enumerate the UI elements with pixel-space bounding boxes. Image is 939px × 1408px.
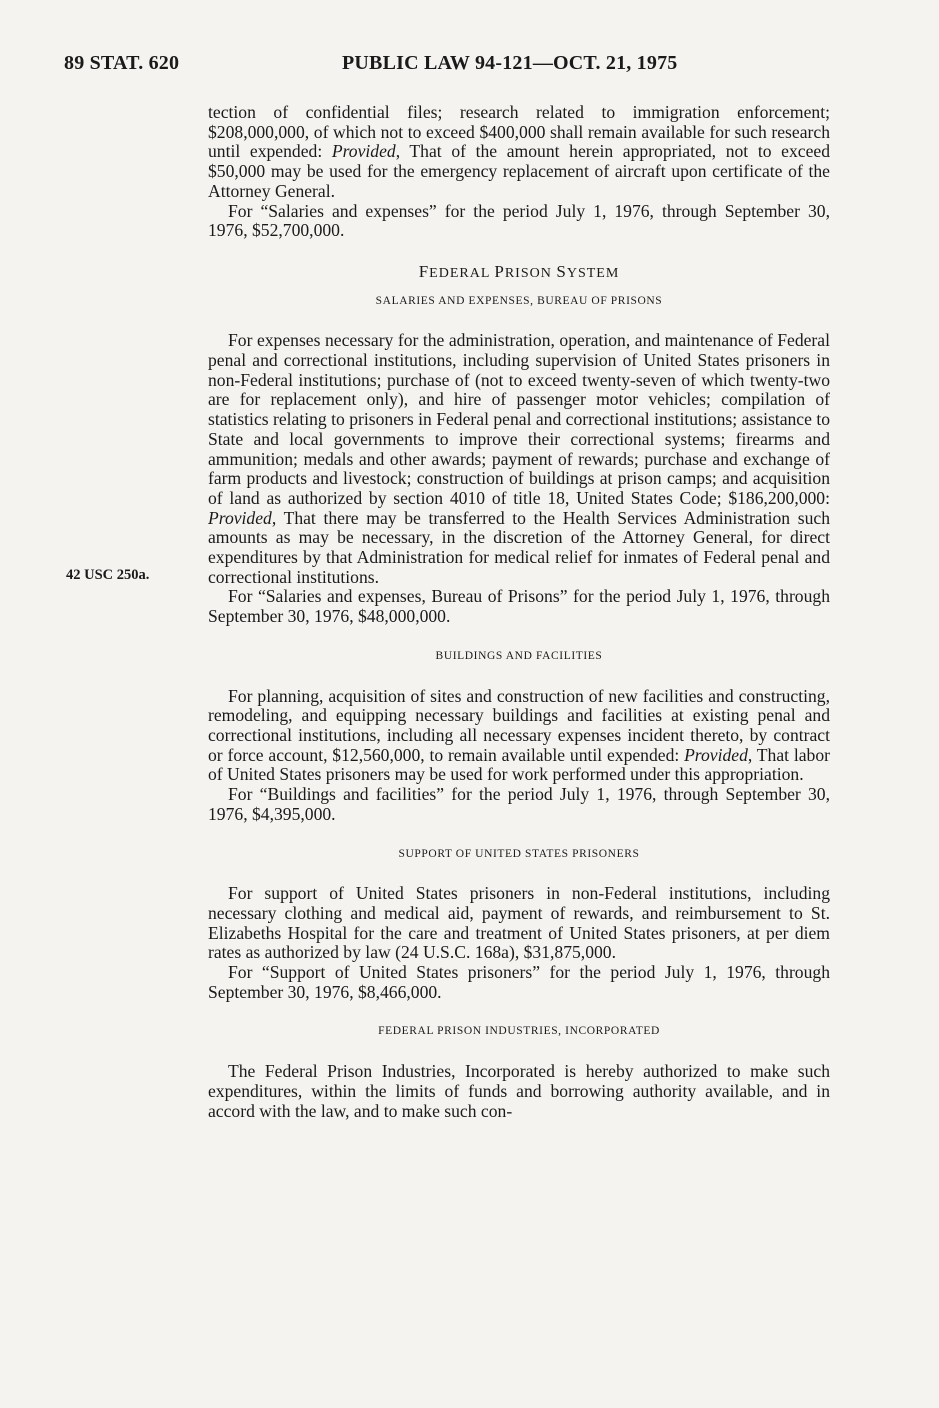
heading-smallcaps: RISON [504, 265, 557, 281]
text-run: , That labor of United States prisoners may be used for work performed under this appropriation. [208, 744, 830, 785]
heading-cap: P [494, 261, 505, 281]
paragraph: For “Buildings and facilities” for the period July 1, 1976, through September 30, 1976, $4,395,000. [208, 784, 830, 824]
text-run: tection of confidential files; research related to immigration enforcement; $208,000,000, of which not to exceed $400,000 shall remain available for such research until expended: [208, 102, 830, 162]
subheading-buildings: BUILDINGS AND FACILITIES [435, 649, 603, 662]
paragraph: The Federal Prison Industries, Incorporated is hereby authorized to make such expenditures, within the limits of funds and borrowing authority available, and in accord with the law, and to make such con- [208, 1061, 830, 1121]
provided-italic: Provided [684, 744, 748, 765]
heading-cap: S [556, 261, 567, 281]
subheading-industries: FEDERAL PRISON INDUSTRIES, INCORPORATED [378, 1025, 660, 1038]
paragraph: For “Salaries and expenses” for the period July 1, 1976, through September 30, 1976, $52,700,000. [208, 200, 830, 241]
text-run: , That of the amount herein appropriated, not to exceed $50,000 may be used for the emergency replacement of aircraft upon certificate of the Attorney General. [208, 141, 831, 201]
margin-citation: 42 USC 250a. [66, 567, 150, 583]
provided-italic: Provided [208, 507, 272, 528]
heading-smallcaps: YSTEM [566, 265, 620, 281]
subheading-salaries: SALARIES AND EXPENSES, BUREAU OF PRISONS [375, 294, 663, 307]
text-run: For expenses necessary for the administration, operation, and maintenance of Federal penal and correctional institutions, including supervision of United States prisoners in non-Federal institutions; purchase of (not to exceed twenty-seven of which twenty-two are for replacement only), and hire of passenger motor vehicles; compilation of statistics relating to prisoners in Federal penal and correctional institutions; assistance to State and local governments to improve their correctional systems; firearms and ammunition; medals and other awards; payment of rewards; purchase and exchange of farm products and livestock; construction of buildings at prison camps; and acquisition of land as authorized by section 4010 of title 18, United States Code; $186,200,000: [208, 330, 830, 508]
paragraph [208, 687, 830, 786]
paragraph: For “Support of United States prisoners” for the period July 1, 1976, through September 30, 1976, $8,466,000. [208, 962, 830, 1002]
heading-cap: F [418, 261, 430, 281]
provided-italic: Provided [331, 141, 396, 162]
heading-smallcaps: EDERAL [429, 265, 495, 281]
page-title: PUBLIC LAW 94-121—OCT. 21, 1975 [342, 52, 678, 74]
section-heading-federal-prison-system [208, 262, 830, 284]
paragraph [208, 103, 830, 202]
text-run: , That there may be transferred to the Health Services Administration such amounts as may be necessary, in the discretion of the Attorney General, for direct expenditures by that Administration for medical relief for inmates of Federal penal and correctional institutions. [208, 507, 830, 587]
subheading-support: SUPPORT OF UNITED STATES PRISONERS [398, 847, 640, 860]
text-run: For planning, acquisition of sites and construction of new facilities and constructing, remodeling, and equipping necessary buildings and facilities at existing penal and correctional institutions, including all necessary expenses incident thereto, by contract or force account, $12,560,000, to remain available until expended: [208, 685, 830, 765]
body-text [208, 103, 830, 1121]
paragraph: For “Salaries and expenses, Bureau of Prisons” for the period July 1, 1976, through September 30, 1976, $48,000,000. [208, 586, 830, 627]
paragraph [208, 331, 830, 587]
paragraph: For support of United States prisoners in non-Federal institutions, including necessary clothing and medical aid, payment of rewards, and reimbursement to St. Elizabeths Hospital for the care and treatment of United States prisoners, at per diem rates as authorized by law (24 U.S.C. 168a), $31,875,000. [208, 883, 830, 963]
stat-reference: 89 STAT. 620 [64, 52, 180, 74]
